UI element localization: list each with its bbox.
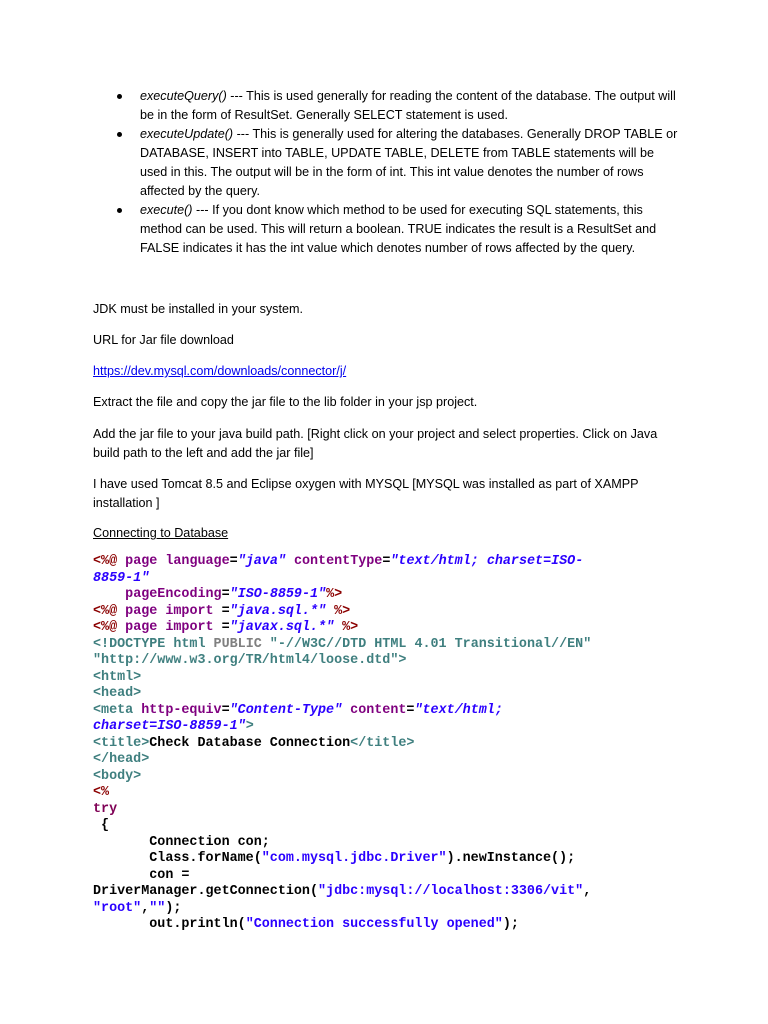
code-token: "jdbc:mysql://localhost:3306/vit": [318, 884, 584, 899]
method-description: --- This is generally used for altering the databases. Generally DROP TABLE or DATABASE, INSERT into TABLE, UPDATE TABLE, DELETE from TABLE statements will be used in this. The output will be in the form of int. This int value denotes the number of rows affected by the query.: [140, 127, 678, 198]
code-token: import: [165, 620, 222, 635]
code-token: "javax.sql.*": [229, 620, 335, 635]
code-token: </title>: [350, 735, 415, 751]
code-token: import: [165, 603, 222, 619]
code-token: <meta: [93, 702, 142, 718]
code-token: page: [125, 554, 166, 569]
code-token: "java": [237, 554, 286, 569]
bullet-icon: [117, 94, 122, 99]
code-token: <%@: [93, 603, 126, 619]
code-token: [93, 587, 125, 602]
code-token: 8859-1": [93, 570, 150, 586]
code-token: ).newInstance();: [446, 851, 576, 866]
code-token: page: [125, 620, 166, 635]
method-name: executeUpdate(): [140, 127, 234, 141]
code-token: "Connection successfully opened": [245, 917, 503, 932]
code-token: );: [165, 900, 182, 916]
code-token: "text/html;: [414, 702, 503, 718]
code-token: <%: [93, 785, 110, 800]
download-link-paragraph: [93, 362, 673, 381]
code-block: [93, 554, 693, 934]
list-item: [112, 87, 682, 125]
code-token: ,: [141, 900, 150, 916]
code-token: ,: [583, 884, 592, 899]
code-token: charset=ISO-8859-1": [93, 719, 246, 734]
code-token: <!DOCTYPE html: [93, 636, 214, 652]
tomcat-paragraph: I have used Tomcat 8.5 and Eclipse oxygen with MYSQL [MYSQL was installed as part of XAMPP installation ]: [93, 477, 639, 510]
code-token: <%@: [93, 620, 126, 635]
code-token: =: [221, 587, 230, 602]
code-token: out.println(: [93, 917, 246, 932]
method-description: --- If you dont know which method to be used for executing SQL statements, this method can be used. This will return a boolean. TRUE indicates the result is a ResultSet and FALSE indicates it has the int value which denotes number of rows affected by the query.: [140, 203, 657, 255]
code-token: {: [93, 818, 110, 833]
code-token: %>: [326, 603, 351, 619]
code-token: =: [406, 702, 415, 718]
code-token: contentType: [285, 554, 383, 569]
code-token: pageEncoding: [125, 587, 222, 602]
code-token: "http://www.w3.org/TR/html4/loose.dtd": [93, 653, 399, 668]
code-token: content: [342, 702, 407, 718]
code-token: %>: [334, 620, 359, 635]
code-token: "root": [93, 900, 142, 916]
code-token: con =: [93, 867, 190, 883]
code-token: <html>: [93, 669, 142, 685]
code-token: <%@: [93, 554, 126, 569]
section-heading: Connecting to Database: [93, 526, 229, 540]
bullet-icon: [117, 208, 122, 213]
download-link[interactable]: https://dev.mysql.com/downloads/connector/j/: [93, 364, 347, 378]
code-token: %>: [326, 587, 343, 602]
code-token: DriverManager.getConnection(: [93, 884, 318, 899]
code-token: <title>: [93, 735, 150, 751]
code-token: try: [93, 801, 118, 817]
build-path-paragraph: Add the jar file to your java build path. [Right click on your project and select properties. Click on Java build path to the left and add the jar file]: [93, 427, 658, 460]
list-item: [112, 201, 682, 258]
method-name: execute(): [140, 203, 193, 217]
jdk-paragraph: JDK must be installed in your system.: [93, 302, 303, 316]
code-token: );: [502, 917, 519, 932]
code-token: <head>: [93, 686, 142, 701]
code-token: "Content-Type": [229, 702, 343, 718]
code-token: =: [221, 603, 230, 619]
code-token: "-//W3C//DTD HTML 4.01 Transitional//EN": [269, 636, 592, 652]
code-token: PUBLIC: [213, 636, 270, 652]
method-description: --- This is used generally for reading the content of the database. The output will be in the form of ResultSet. Generally SELECT statement is used.: [140, 89, 676, 122]
code-token: <body>: [93, 768, 142, 784]
section-heading-paragraph: [93, 524, 673, 543]
code-token: http-equiv: [141, 702, 222, 718]
code-token: =: [229, 554, 238, 569]
code-token: "": [149, 900, 166, 916]
code-token: "com.mysql.jdbc.Driver": [261, 851, 447, 866]
code-token: >: [245, 719, 254, 734]
bullet-icon: [117, 132, 122, 137]
code-token: </head>: [93, 752, 150, 767]
code-token: Check Database Connection: [149, 735, 351, 751]
extract-paragraph: Extract the file and copy the jar file to the lib folder in your jsp project.: [93, 395, 478, 409]
code-token: "ISO-8859-1": [229, 587, 327, 602]
statement-methods-list: [112, 87, 682, 258]
url-label-paragraph: URL for Jar file download: [93, 333, 234, 347]
code-token: =: [221, 620, 230, 635]
method-name: executeQuery(): [140, 89, 227, 103]
code-token: language: [165, 554, 230, 569]
code-token: "text/html; charset=ISO-: [390, 554, 584, 569]
code-token: "java.sql.*": [229, 603, 327, 619]
list-item: [112, 125, 682, 201]
code-token: page: [125, 603, 166, 619]
code-token: Connection con;: [93, 834, 270, 850]
code-token: >: [398, 653, 407, 668]
code-token: Class.forName(: [93, 851, 262, 866]
code-token: =: [221, 702, 230, 718]
code-token: =: [382, 554, 391, 569]
